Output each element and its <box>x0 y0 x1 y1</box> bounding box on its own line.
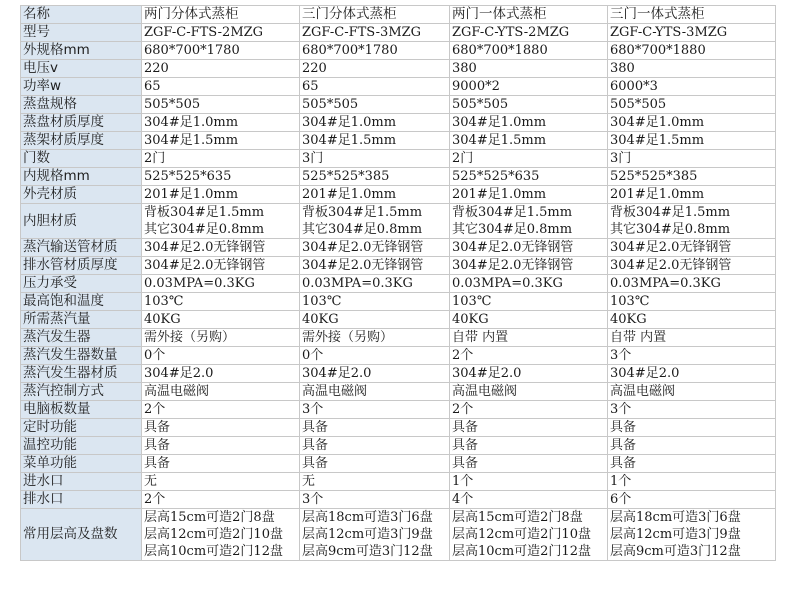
row-label-cell: 排水口 <box>21 491 142 509</box>
cell-text-line: 层高10cm可造2门12盘 <box>452 544 591 559</box>
value-cell <box>608 239 776 257</box>
cell-text-line: 304#足1.5mm <box>610 133 705 148</box>
cell-text-line: 505*505 <box>452 97 509 112</box>
value-cell <box>608 24 776 42</box>
value-cell <box>608 168 776 186</box>
cell-text-line: 304#足1.0mm <box>144 115 239 130</box>
cell-text-line: 201#足1.0mm <box>610 187 705 202</box>
value-cell <box>142 401 300 419</box>
cell-text-line: 背板304#足1.5mm <box>610 205 731 220</box>
value-cell <box>300 383 450 401</box>
cell-text-line: 1个 <box>452 474 474 489</box>
cell-text-line: 65 <box>144 79 161 94</box>
cell-text-line: 具备 <box>452 456 479 471</box>
row-label-cell: 蒸架材质厚度 <box>21 132 142 150</box>
cell-text-line: 高温电磁阀 <box>610 384 676 399</box>
value-cell <box>142 311 300 329</box>
cell-text-line: 380 <box>452 61 477 76</box>
value-cell <box>300 168 450 186</box>
value-cell <box>450 401 608 419</box>
table-row <box>21 293 776 311</box>
value-cell <box>142 275 300 293</box>
row-label-cell: 蒸汽发生器数量 <box>21 347 142 365</box>
row-label-cell: 排水管材质厚度 <box>21 257 142 275</box>
cell-text-line: 6个 <box>610 492 632 507</box>
cell-text-line: 6000*3 <box>610 79 658 94</box>
value-cell <box>300 329 450 347</box>
cell-text-line: 2门 <box>144 151 166 166</box>
value-cell <box>450 275 608 293</box>
value-cell <box>142 239 300 257</box>
row-label-cell: 蒸汽发生器 <box>21 329 142 347</box>
value-cell <box>300 239 450 257</box>
value-cell <box>142 114 300 132</box>
row-label-cell: 电脑板数量 <box>21 401 142 419</box>
value-cell <box>450 257 608 275</box>
cell-text-line: 2个 <box>144 492 166 507</box>
cell-text-line: 103℃ <box>610 294 650 309</box>
table-row <box>21 78 776 96</box>
cell-text-line: 680*700*1880 <box>452 43 548 58</box>
row-label-cell: 蒸盘材质厚度 <box>21 114 142 132</box>
cell-text-line: 201#足1.0mm <box>452 187 547 202</box>
value-cell <box>300 150 450 168</box>
value-cell <box>450 347 608 365</box>
row-label-cell: 常用层高及盘数 <box>21 509 142 561</box>
value-cell <box>142 78 300 96</box>
table-row <box>21 509 776 561</box>
value-cell <box>608 186 776 204</box>
value-cell <box>142 437 300 455</box>
header-model-cell: 三门分体式蒸柜 <box>300 6 450 24</box>
row-label-cell: 内规格mm <box>21 168 142 186</box>
spec-table <box>20 5 776 561</box>
value-cell <box>608 419 776 437</box>
value-cell <box>142 347 300 365</box>
value-cell <box>450 293 608 311</box>
value-cell <box>142 186 300 204</box>
row-label-cell: 门数 <box>21 150 142 168</box>
cell-text-line: 具备 <box>144 420 171 435</box>
cell-text-line: 304#足1.0mm <box>610 115 705 130</box>
cell-text-line: ZGF-C-FTS-3MZG <box>302 25 422 40</box>
value-cell <box>142 168 300 186</box>
cell-text-line: 304#足2.0无锋钢管 <box>452 258 574 273</box>
value-cell <box>142 257 300 275</box>
value-cell <box>142 455 300 473</box>
cell-text-line: 具备 <box>452 438 479 453</box>
cell-text-line: 高温电磁阀 <box>452 384 518 399</box>
cell-text-line: 3门 <box>302 151 324 166</box>
cell-text-line: 304#足2.0 <box>610 366 680 381</box>
cell-text-line: 505*505 <box>610 97 667 112</box>
cell-text-line: 2个 <box>452 348 474 363</box>
value-cell <box>300 401 450 419</box>
value-cell <box>608 473 776 491</box>
cell-text-line: 2门 <box>452 151 474 166</box>
value-cell <box>608 329 776 347</box>
cell-text-line: 680*700*1780 <box>302 43 398 58</box>
value-cell <box>450 78 608 96</box>
value-cell <box>142 473 300 491</box>
value-cell <box>300 491 450 509</box>
cell-text-line: ZGF-C-YTS-2MZG <box>452 25 570 40</box>
value-cell <box>300 42 450 60</box>
cell-text-line: 背板304#足1.5mm <box>302 205 423 220</box>
cell-text-line: 4个 <box>452 492 474 507</box>
cell-text-line: 其它304#足0.8mm <box>144 222 265 237</box>
cell-text-line: 304#足1.0mm <box>302 115 397 130</box>
value-cell <box>450 437 608 455</box>
cell-text-line: 其它304#足0.8mm <box>452 222 573 237</box>
cell-text-line: 103℃ <box>302 294 342 309</box>
value-cell <box>142 24 300 42</box>
header-row <box>21 6 776 24</box>
value-cell <box>450 168 608 186</box>
value-cell <box>300 257 450 275</box>
row-label-cell: 外规格mm <box>21 42 142 60</box>
value-cell <box>300 24 450 42</box>
table-row <box>21 24 776 42</box>
table-row <box>21 401 776 419</box>
cell-text-line: 2个 <box>452 402 474 417</box>
value-cell <box>142 329 300 347</box>
row-label-cell: 进水口 <box>21 473 142 491</box>
cell-text-line: 无 <box>144 474 158 489</box>
value-cell <box>450 150 608 168</box>
value-cell <box>450 383 608 401</box>
cell-text-line: 层高15cm可造2门8盘 <box>452 510 583 525</box>
cell-text-line: 505*505 <box>302 97 359 112</box>
cell-text-line: 40KG <box>302 312 339 327</box>
value-cell <box>608 401 776 419</box>
cell-text-line: 304#足2.0无锋钢管 <box>302 240 424 255</box>
value-cell <box>300 347 450 365</box>
cell-text-line: 0.03MPA=0.3KG <box>452 276 563 291</box>
cell-text-line: 具备 <box>610 456 637 471</box>
cell-text-line: 304#足2.0 <box>302 366 372 381</box>
row-label-cell: 蒸汽输送管材质 <box>21 239 142 257</box>
value-cell <box>608 204 776 239</box>
value-cell <box>300 311 450 329</box>
cell-text-line: 505*505 <box>144 97 201 112</box>
value-cell <box>608 437 776 455</box>
value-cell <box>450 96 608 114</box>
cell-text-line: 525*525*385 <box>610 169 698 184</box>
header-model-cell: 三门一体式蒸柜 <box>608 6 776 24</box>
value-cell <box>608 96 776 114</box>
value-cell <box>142 509 300 561</box>
value-cell <box>450 239 608 257</box>
value-cell <box>608 383 776 401</box>
table-row <box>21 204 776 239</box>
cell-text-line: 其它304#足0.8mm <box>610 222 731 237</box>
value-cell <box>300 275 450 293</box>
cell-text-line: 1个 <box>610 474 632 489</box>
cell-text-line: 304#足2.0无锋钢管 <box>144 258 266 273</box>
value-cell <box>300 473 450 491</box>
cell-text-line: 0个 <box>144 348 166 363</box>
value-cell <box>608 491 776 509</box>
value-cell <box>608 311 776 329</box>
value-cell <box>450 42 608 60</box>
value-cell <box>142 132 300 150</box>
row-label-cell: 蒸汽发生器材质 <box>21 365 142 383</box>
cell-text-line: 层高12cm可造3门9盘 <box>610 527 741 542</box>
header-model-cell: 两门分体式蒸柜 <box>142 6 300 24</box>
cell-text-line: 304#足2.0无锋钢管 <box>452 240 574 255</box>
value-cell <box>450 186 608 204</box>
cell-text-line: 自带 内置 <box>452 330 509 345</box>
value-cell <box>450 419 608 437</box>
value-cell <box>300 509 450 561</box>
table-row <box>21 491 776 509</box>
cell-text-line: 具备 <box>144 456 171 471</box>
row-label-cell: 压力承受 <box>21 275 142 293</box>
cell-text-line: 具备 <box>610 420 637 435</box>
cell-text-line: 层高18cm可造3门6盘 <box>610 510 741 525</box>
value-cell <box>142 383 300 401</box>
value-cell <box>608 275 776 293</box>
value-cell <box>142 419 300 437</box>
value-cell <box>608 293 776 311</box>
cell-text-line: 0.03MPA=0.3KG <box>610 276 721 291</box>
value-cell <box>142 150 300 168</box>
cell-text-line: 201#足1.0mm <box>144 187 239 202</box>
cell-text-line: 9000*2 <box>452 79 500 94</box>
value-cell <box>300 96 450 114</box>
cell-text-line: 220 <box>302 61 327 76</box>
cell-text-line: 380 <box>610 61 635 76</box>
cell-text-line: 层高9cm可造3门12盘 <box>302 544 433 559</box>
cell-text-line: 525*525*385 <box>302 169 390 184</box>
table-row <box>21 455 776 473</box>
cell-text-line: 525*525*635 <box>144 169 232 184</box>
spec-table-body <box>21 6 776 561</box>
value-cell <box>450 24 608 42</box>
value-cell <box>450 329 608 347</box>
value-cell <box>300 293 450 311</box>
cell-text-line: 具备 <box>302 456 329 471</box>
cell-text-line: 3门 <box>610 151 632 166</box>
value-cell <box>450 473 608 491</box>
value-cell <box>142 491 300 509</box>
row-label-cell: 功率w <box>21 78 142 96</box>
row-label-cell: 菜单功能 <box>21 455 142 473</box>
value-cell <box>608 60 776 78</box>
header-model-cell: 两门一体式蒸柜 <box>450 6 608 24</box>
cell-text-line: ZGF-C-YTS-3MZG <box>610 25 728 40</box>
value-cell <box>450 132 608 150</box>
row-label-cell: 温控功能 <box>21 437 142 455</box>
value-cell <box>450 491 608 509</box>
cell-text-line: 0.03MPA=0.3KG <box>302 276 413 291</box>
cell-text-line: 层高12cm可造3门9盘 <box>302 527 433 542</box>
value-cell <box>608 365 776 383</box>
header-label-cell: 名称 <box>21 6 142 24</box>
value-cell <box>608 42 776 60</box>
cell-text-line: 304#足1.5mm <box>144 133 239 148</box>
cell-text-line: 无 <box>302 474 316 489</box>
value-cell <box>608 78 776 96</box>
table-row <box>21 365 776 383</box>
cell-text-line: 304#足2.0无锋钢管 <box>144 240 266 255</box>
table-row <box>21 473 776 491</box>
value-cell <box>450 114 608 132</box>
cell-text-line: 304#足1.0mm <box>452 115 547 130</box>
value-cell <box>608 257 776 275</box>
value-cell <box>450 60 608 78</box>
cell-text-line: 304#足2.0无锋钢管 <box>302 258 424 273</box>
cell-text-line: 其它304#足0.8mm <box>302 222 423 237</box>
value-cell <box>450 204 608 239</box>
value-cell <box>608 114 776 132</box>
cell-text-line: 层高18cm可造3门6盘 <box>302 510 433 525</box>
table-row <box>21 186 776 204</box>
cell-text-line: 40KG <box>452 312 489 327</box>
table-row <box>21 132 776 150</box>
table-row <box>21 168 776 186</box>
value-cell <box>142 60 300 78</box>
table-row <box>21 311 776 329</box>
cell-text-line: 103℃ <box>452 294 492 309</box>
value-cell <box>142 204 300 239</box>
value-cell <box>450 311 608 329</box>
value-cell <box>300 78 450 96</box>
cell-text-line: 304#足2.0 <box>452 366 522 381</box>
row-label-cell: 定时功能 <box>21 419 142 437</box>
value-cell <box>608 347 776 365</box>
cell-text-line: 具备 <box>144 438 171 453</box>
value-cell <box>608 455 776 473</box>
value-cell <box>300 365 450 383</box>
cell-text-line: 具备 <box>302 438 329 453</box>
cell-text-line: 层高12cm可造2门10盘 <box>144 527 283 542</box>
row-label-cell: 蒸汽控制方式 <box>21 383 142 401</box>
cell-text-line: 层高15cm可造2门8盘 <box>144 510 275 525</box>
value-cell <box>300 60 450 78</box>
cell-text-line: ZGF-C-FTS-2MZG <box>144 25 264 40</box>
row-label-cell: 电压v <box>21 60 142 78</box>
cell-text-line: 背板304#足1.5mm <box>452 205 573 220</box>
row-label-cell: 所需蒸汽量 <box>21 311 142 329</box>
value-cell <box>608 509 776 561</box>
cell-text-line: 层高9cm可造3门12盘 <box>610 544 741 559</box>
cell-text-line: 304#足1.5mm <box>302 133 397 148</box>
cell-text-line: 自带 内置 <box>610 330 667 345</box>
table-row <box>21 60 776 78</box>
value-cell <box>300 114 450 132</box>
cell-text-line: 680*700*1880 <box>610 43 706 58</box>
value-cell <box>450 455 608 473</box>
value-cell <box>300 455 450 473</box>
value-cell <box>300 132 450 150</box>
row-label-cell: 蒸盘规格 <box>21 96 142 114</box>
value-cell <box>300 419 450 437</box>
cell-text-line: 3个 <box>302 492 324 507</box>
value-cell <box>142 293 300 311</box>
cell-text-line: 304#足2.0 <box>144 366 214 381</box>
table-row <box>21 329 776 347</box>
cell-text-line: 304#足1.5mm <box>452 133 547 148</box>
cell-text-line: 0个 <box>302 348 324 363</box>
value-cell <box>608 132 776 150</box>
cell-text-line: 304#足2.0无锋钢管 <box>610 240 732 255</box>
value-cell <box>300 204 450 239</box>
value-cell <box>142 365 300 383</box>
cell-text-line: 需外接（另购） <box>144 330 236 345</box>
cell-text-line: 3个 <box>610 348 632 363</box>
cell-text-line: 需外接（另购） <box>302 330 394 345</box>
value-cell <box>300 437 450 455</box>
cell-text-line: 304#足2.0无锋钢管 <box>610 258 732 273</box>
value-cell <box>450 365 608 383</box>
cell-text-line: 65 <box>302 79 319 94</box>
table-row <box>21 96 776 114</box>
cell-text-line: 3个 <box>302 402 324 417</box>
row-label-cell: 内胆材质 <box>21 204 142 239</box>
value-cell <box>608 150 776 168</box>
cell-text-line: 高温电磁阀 <box>144 384 210 399</box>
cell-text-line: 具备 <box>610 438 637 453</box>
cell-text-line: 背板304#足1.5mm <box>144 205 265 220</box>
value-cell <box>450 509 608 561</box>
table-row <box>21 437 776 455</box>
row-label-cell: 最高饱和温度 <box>21 293 142 311</box>
table-row <box>21 257 776 275</box>
table-row <box>21 42 776 60</box>
cell-text-line: 40KG <box>610 312 647 327</box>
cell-text-line: 具备 <box>302 420 329 435</box>
table-row <box>21 239 776 257</box>
cell-text-line: 103℃ <box>144 294 184 309</box>
cell-text-line: 220 <box>144 61 169 76</box>
value-cell <box>142 42 300 60</box>
table-row <box>21 275 776 293</box>
table-row <box>21 114 776 132</box>
value-cell <box>300 186 450 204</box>
value-cell <box>142 96 300 114</box>
cell-text-line: 层高10cm可造2门12盘 <box>144 544 283 559</box>
cell-text-line: 3个 <box>610 402 632 417</box>
cell-text-line: 高温电磁阀 <box>302 384 368 399</box>
table-row <box>21 150 776 168</box>
cell-text-line: 201#足1.0mm <box>302 187 397 202</box>
row-label-cell: 型号 <box>21 24 142 42</box>
cell-text-line: 层高12cm可造2门10盘 <box>452 527 591 542</box>
table-row <box>21 347 776 365</box>
cell-text-line: 0.03MPA=0.3KG <box>144 276 255 291</box>
row-label-cell: 外壳材质 <box>21 186 142 204</box>
table-row <box>21 383 776 401</box>
cell-text-line: 具备 <box>452 420 479 435</box>
cell-text-line: 680*700*1780 <box>144 43 240 58</box>
cell-text-line: 525*525*635 <box>452 169 540 184</box>
cell-text-line: 2个 <box>144 402 166 417</box>
cell-text-line: 40KG <box>144 312 181 327</box>
table-row <box>21 419 776 437</box>
